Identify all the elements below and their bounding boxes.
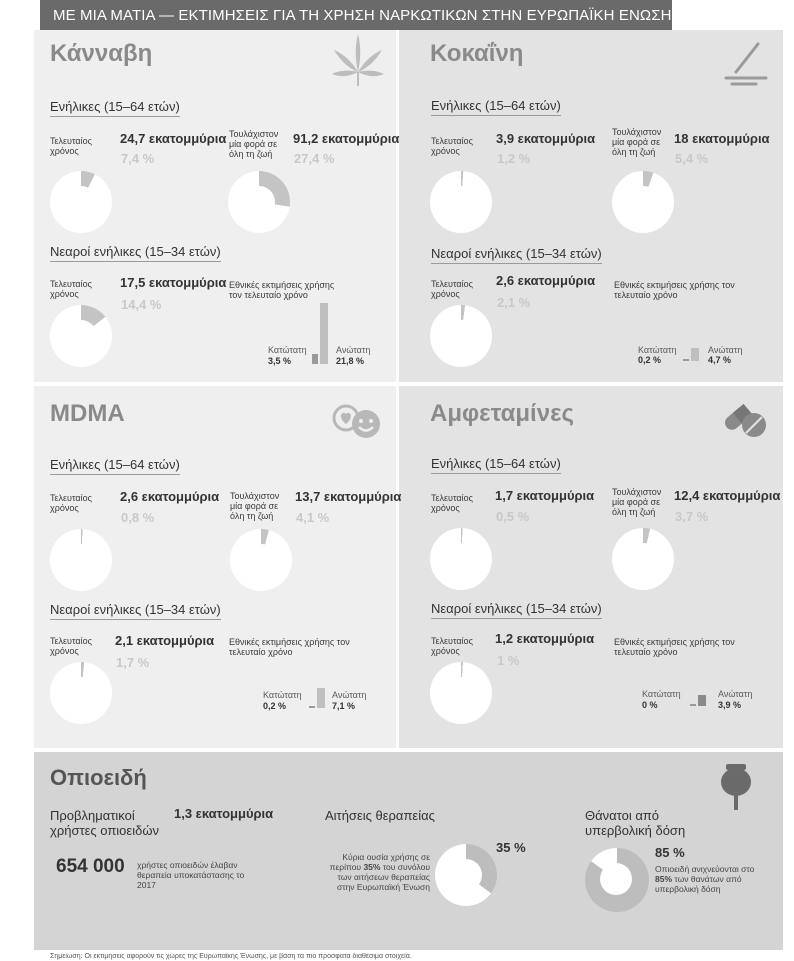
cannabis-range-high-label: Ανώτατη bbox=[336, 345, 371, 355]
cocaine-young-year-donut bbox=[430, 305, 492, 367]
treatment-text bbox=[325, 852, 430, 892]
cannabis-young-year-pct: 14,4 % bbox=[121, 297, 162, 312]
deaths-text-bold: 85% bbox=[655, 874, 673, 884]
treatment-text-bold: 35% bbox=[363, 862, 381, 872]
deaths-label: Θάνατοι από υπερβολική δόση bbox=[585, 808, 686, 838]
cocaine-adults-year-pct: 1,2 % bbox=[497, 151, 531, 166]
cocaine-adults-life-pct: 5,4 % bbox=[675, 151, 709, 166]
treatment-donut bbox=[435, 844, 497, 906]
mdma-young-last-year-label: Τελευταίος χρόνος bbox=[50, 636, 92, 656]
amphetamines-young-year-value: 1,2 εκατομμύρια bbox=[495, 631, 595, 646]
amphetamines-last-year-label: Τελευταίος χρόνος bbox=[431, 493, 473, 513]
amphetamines-adults-year-value: 1,7 εκατομμύρια bbox=[495, 488, 595, 503]
mdma-adults-year-value: 2,6 εκατομμύρια bbox=[120, 489, 220, 504]
cannabis-range-low-bar bbox=[312, 354, 318, 364]
cocaine-range-low-value: 0,2 % bbox=[638, 355, 662, 365]
cocaine-lifetime-label: Τουλάχιστον μία φορά σε όλη τη ζωή bbox=[612, 127, 662, 157]
amphetamines-title: Αμφεταμίνες bbox=[430, 400, 574, 427]
cannabis-young-year-value: 17,5 εκατομμύρια bbox=[120, 275, 227, 290]
cannabis-range-high-value: 21,8 % bbox=[336, 356, 365, 366]
cannabis-last-year-label: Τελευταίος χρόνος bbox=[50, 136, 92, 156]
cannabis-national-label: Εθνικές εκτιμήσεις χρήσης τον τελευταίο χρόνο bbox=[229, 280, 335, 300]
cocaine-line-icon bbox=[722, 38, 772, 88]
cannabis-young-last-year-label: Τελευταίος χρόνος bbox=[50, 279, 92, 299]
cocaine-title: Κοκαΐνη bbox=[430, 40, 524, 67]
cocaine-young-year-pct: 2,1 % bbox=[497, 295, 531, 310]
cocaine-range-high-label: Ανώτατη bbox=[708, 345, 743, 355]
cocaine-adults-heading: Ενήλικες (15–64 ετών) bbox=[431, 98, 561, 116]
cannabis-adults-life-value: 91,2 εκατομμύρια bbox=[293, 131, 400, 146]
cocaine-young-heading: Νεαροί ενήλικες (15–34 ετών) bbox=[431, 246, 602, 264]
deaths-text bbox=[655, 864, 765, 894]
cannabis-adults-life-donut bbox=[228, 171, 290, 233]
cocaine-national-label: Εθνικές εκτιμήσεις χρήσης τον τελευταίο χρόνο bbox=[614, 280, 735, 300]
cocaine-range-low-bar bbox=[683, 359, 689, 361]
cocaine-range-high-value: 4,7 % bbox=[708, 355, 732, 365]
cannabis-adults-year-pct: 7,4 % bbox=[121, 151, 155, 166]
cannabis-young-year-donut bbox=[50, 305, 112, 367]
cannabis-range-high-bar bbox=[320, 303, 328, 364]
amphetamines-range-low-bar bbox=[690, 704, 696, 706]
mdma-adults-life-value: 13,7 εκατομμύρια bbox=[295, 489, 402, 504]
mdma-range-high-label: Ανώτατη bbox=[332, 690, 367, 700]
cannabis-lifetime-label: Τουλάχιστον μία φορά σε όλη τη ζωή bbox=[229, 129, 279, 159]
cocaine-last-year-label: Τελευταίος χρόνος bbox=[431, 136, 473, 156]
footnote: Σημείωση: Οι εκτιμήσεις αφορούν τις χώρες της Ευρωπαϊκής Ένωσης, με βάση τα πιο πρόσφατα διαθέσιμα στοιχεία. bbox=[50, 953, 412, 960]
cannabis-adults-heading: Ενήλικες (15–64 ετών) bbox=[50, 99, 180, 117]
cocaine-adults-life-value: 18 εκατομμύρια bbox=[674, 131, 770, 146]
treatment-text-1: Κύρια ουσία χρήσης σε περίπου bbox=[329, 852, 430, 872]
opioids-title: Οπιοειδή bbox=[50, 765, 147, 790]
amphetamines-young-year-donut bbox=[430, 662, 492, 724]
amphetamines-range-high-bar bbox=[698, 695, 706, 706]
pills-icon bbox=[720, 399, 768, 439]
amphetamines-range-high-value: 3,9 % bbox=[718, 700, 742, 710]
page-banner: ΜΕ ΜΙΑ ΜΑΤΙΑ — ΕΚΤΙΜΗΣΕΙΣ ΓΙΑ ΤΗ ΧΡΗΣΗ ΝΑΡΚΩΤΙΚΩΝ ΣΤΗΝ ΕΥΡΩΠΑΪΚΗ ΕΝΩΣΗ bbox=[40, 0, 672, 30]
mdma-adults-year-donut bbox=[50, 529, 112, 591]
poppy-icon bbox=[718, 762, 754, 812]
deaths-donut bbox=[585, 848, 649, 912]
mdma-lifetime-label: Τουλάχιστον μία φορά σε όλη τη ζωή bbox=[230, 491, 280, 521]
treatment-label: Αιτήσεις θεραπείας bbox=[325, 808, 435, 823]
cocaine-range-high-bar bbox=[691, 348, 699, 361]
amphetamines-range-low-label: Κατώτατη bbox=[642, 689, 681, 699]
mdma-young-year-donut bbox=[50, 662, 112, 724]
cocaine-adults-year-value: 3,9 εκατομμύρια bbox=[496, 131, 596, 146]
cannabis-title: Κάνναβη bbox=[50, 40, 153, 67]
cannabis-range-low-label: Κατώτατη bbox=[268, 345, 307, 355]
mdma-range-low-bar bbox=[309, 706, 315, 708]
amphetamines-adults-year-donut bbox=[430, 528, 492, 590]
cannabis-adults-year-donut bbox=[50, 171, 112, 233]
substitution-value: 654 000 bbox=[56, 856, 125, 877]
amphetamines-lifetime-label: Τουλάχιστον μία φορά σε όλη τη ζωή bbox=[612, 487, 662, 517]
cocaine-adults-year-donut bbox=[430, 171, 492, 233]
amphetamines-adults-life-pct: 3,7 % bbox=[675, 509, 709, 524]
cocaine-adults-life-donut bbox=[612, 171, 674, 233]
cannabis-adults-life-pct: 27,4 % bbox=[294, 151, 335, 166]
amphetamines-adults-heading: Ενήλικες (15–64 ετών) bbox=[431, 456, 561, 474]
problem-users-value: 1,3 εκατομμύρια bbox=[174, 806, 274, 821]
amphetamines-adults-life-value: 12,4 εκατομμύρια bbox=[674, 488, 781, 503]
cannabis-adults-year-value: 24,7 εκατομμύρια bbox=[120, 131, 227, 146]
substitution-text: χρήστες οπιοειδών έλαβαν θεραπεία υποκατάστασης το 2017 bbox=[137, 860, 245, 890]
treatment-pct: 35 % bbox=[496, 840, 526, 855]
amphetamines-national-label: Εθνικές εκτιμήσεις χρήσης τον τελευταίο χρόνο bbox=[614, 637, 735, 657]
amphetamines-adults-life-donut bbox=[612, 528, 674, 590]
mdma-adults-life-pct: 4,1 % bbox=[296, 510, 330, 525]
cocaine-range-low-label: Κατώτατη bbox=[638, 345, 677, 355]
treatment-text-2: του συνόλου των αιτήσεων θεραπείας στην Ευρωπαϊκή Ένωση bbox=[336, 862, 430, 892]
mdma-young-year-value: 2,1 εκατομμύρια bbox=[115, 633, 215, 648]
amphetamines-adults-year-pct: 0,5 % bbox=[496, 509, 530, 524]
mdma-last-year-label: Τελευταίος χρόνος bbox=[50, 493, 92, 513]
deaths-text-1: Οπιοειδή ανιχνεύονται στο bbox=[655, 864, 755, 874]
mdma-range-high-value: 7,1 % bbox=[332, 701, 356, 711]
cannabis-leaf-icon bbox=[330, 32, 386, 92]
deaths-text-2: των θανάτων από υπερβολική δόση bbox=[655, 874, 742, 894]
mdma-range-low-value: 0,2 % bbox=[263, 701, 287, 711]
cocaine-young-last-year-label: Τελευταίος χρόνος bbox=[431, 279, 473, 299]
amphetamines-young-year-pct: 1 % bbox=[497, 653, 520, 668]
cannabis-range-low-value: 3,5 % bbox=[268, 356, 292, 366]
cocaine-young-year-value: 2,6 εκατομμύρια bbox=[496, 273, 596, 288]
mdma-young-heading: Νεαροί ενήλικες (15–34 ετών) bbox=[50, 602, 221, 620]
mdma-adults-heading: Ενήλικες (15–64 ετών) bbox=[50, 457, 180, 475]
amphetamines-young-last-year-label: Τελευταίος χρόνος bbox=[431, 636, 473, 656]
mdma-title: MDMA bbox=[50, 400, 125, 427]
amphetamines-young-heading: Νεαροί ενήλικες (15–34 ετών) bbox=[431, 601, 602, 619]
mdma-young-year-pct: 1,7 % bbox=[116, 655, 150, 670]
amphetamines-range-low-value: 0 % bbox=[642, 700, 658, 710]
mdma-faces-icon bbox=[332, 402, 384, 442]
mdma-range-high-bar bbox=[317, 688, 325, 708]
amphetamines-range-high-label: Ανώτατη bbox=[718, 689, 753, 699]
problem-users-label: Προβληματικοί χρήστες οπιοειδών bbox=[50, 808, 159, 838]
mdma-adults-year-pct: 0,8 % bbox=[121, 510, 155, 525]
deaths-pct: 85 % bbox=[655, 845, 685, 860]
mdma-national-label: Εθνικές εκτιμήσεις χρήσης τον τελευταίο χρόνο bbox=[229, 637, 350, 657]
cannabis-young-heading: Νεαροί ενήλικες (15–34 ετών) bbox=[50, 244, 221, 262]
mdma-adults-life-donut bbox=[230, 529, 292, 591]
mdma-range-low-label: Κατώτατη bbox=[263, 690, 302, 700]
